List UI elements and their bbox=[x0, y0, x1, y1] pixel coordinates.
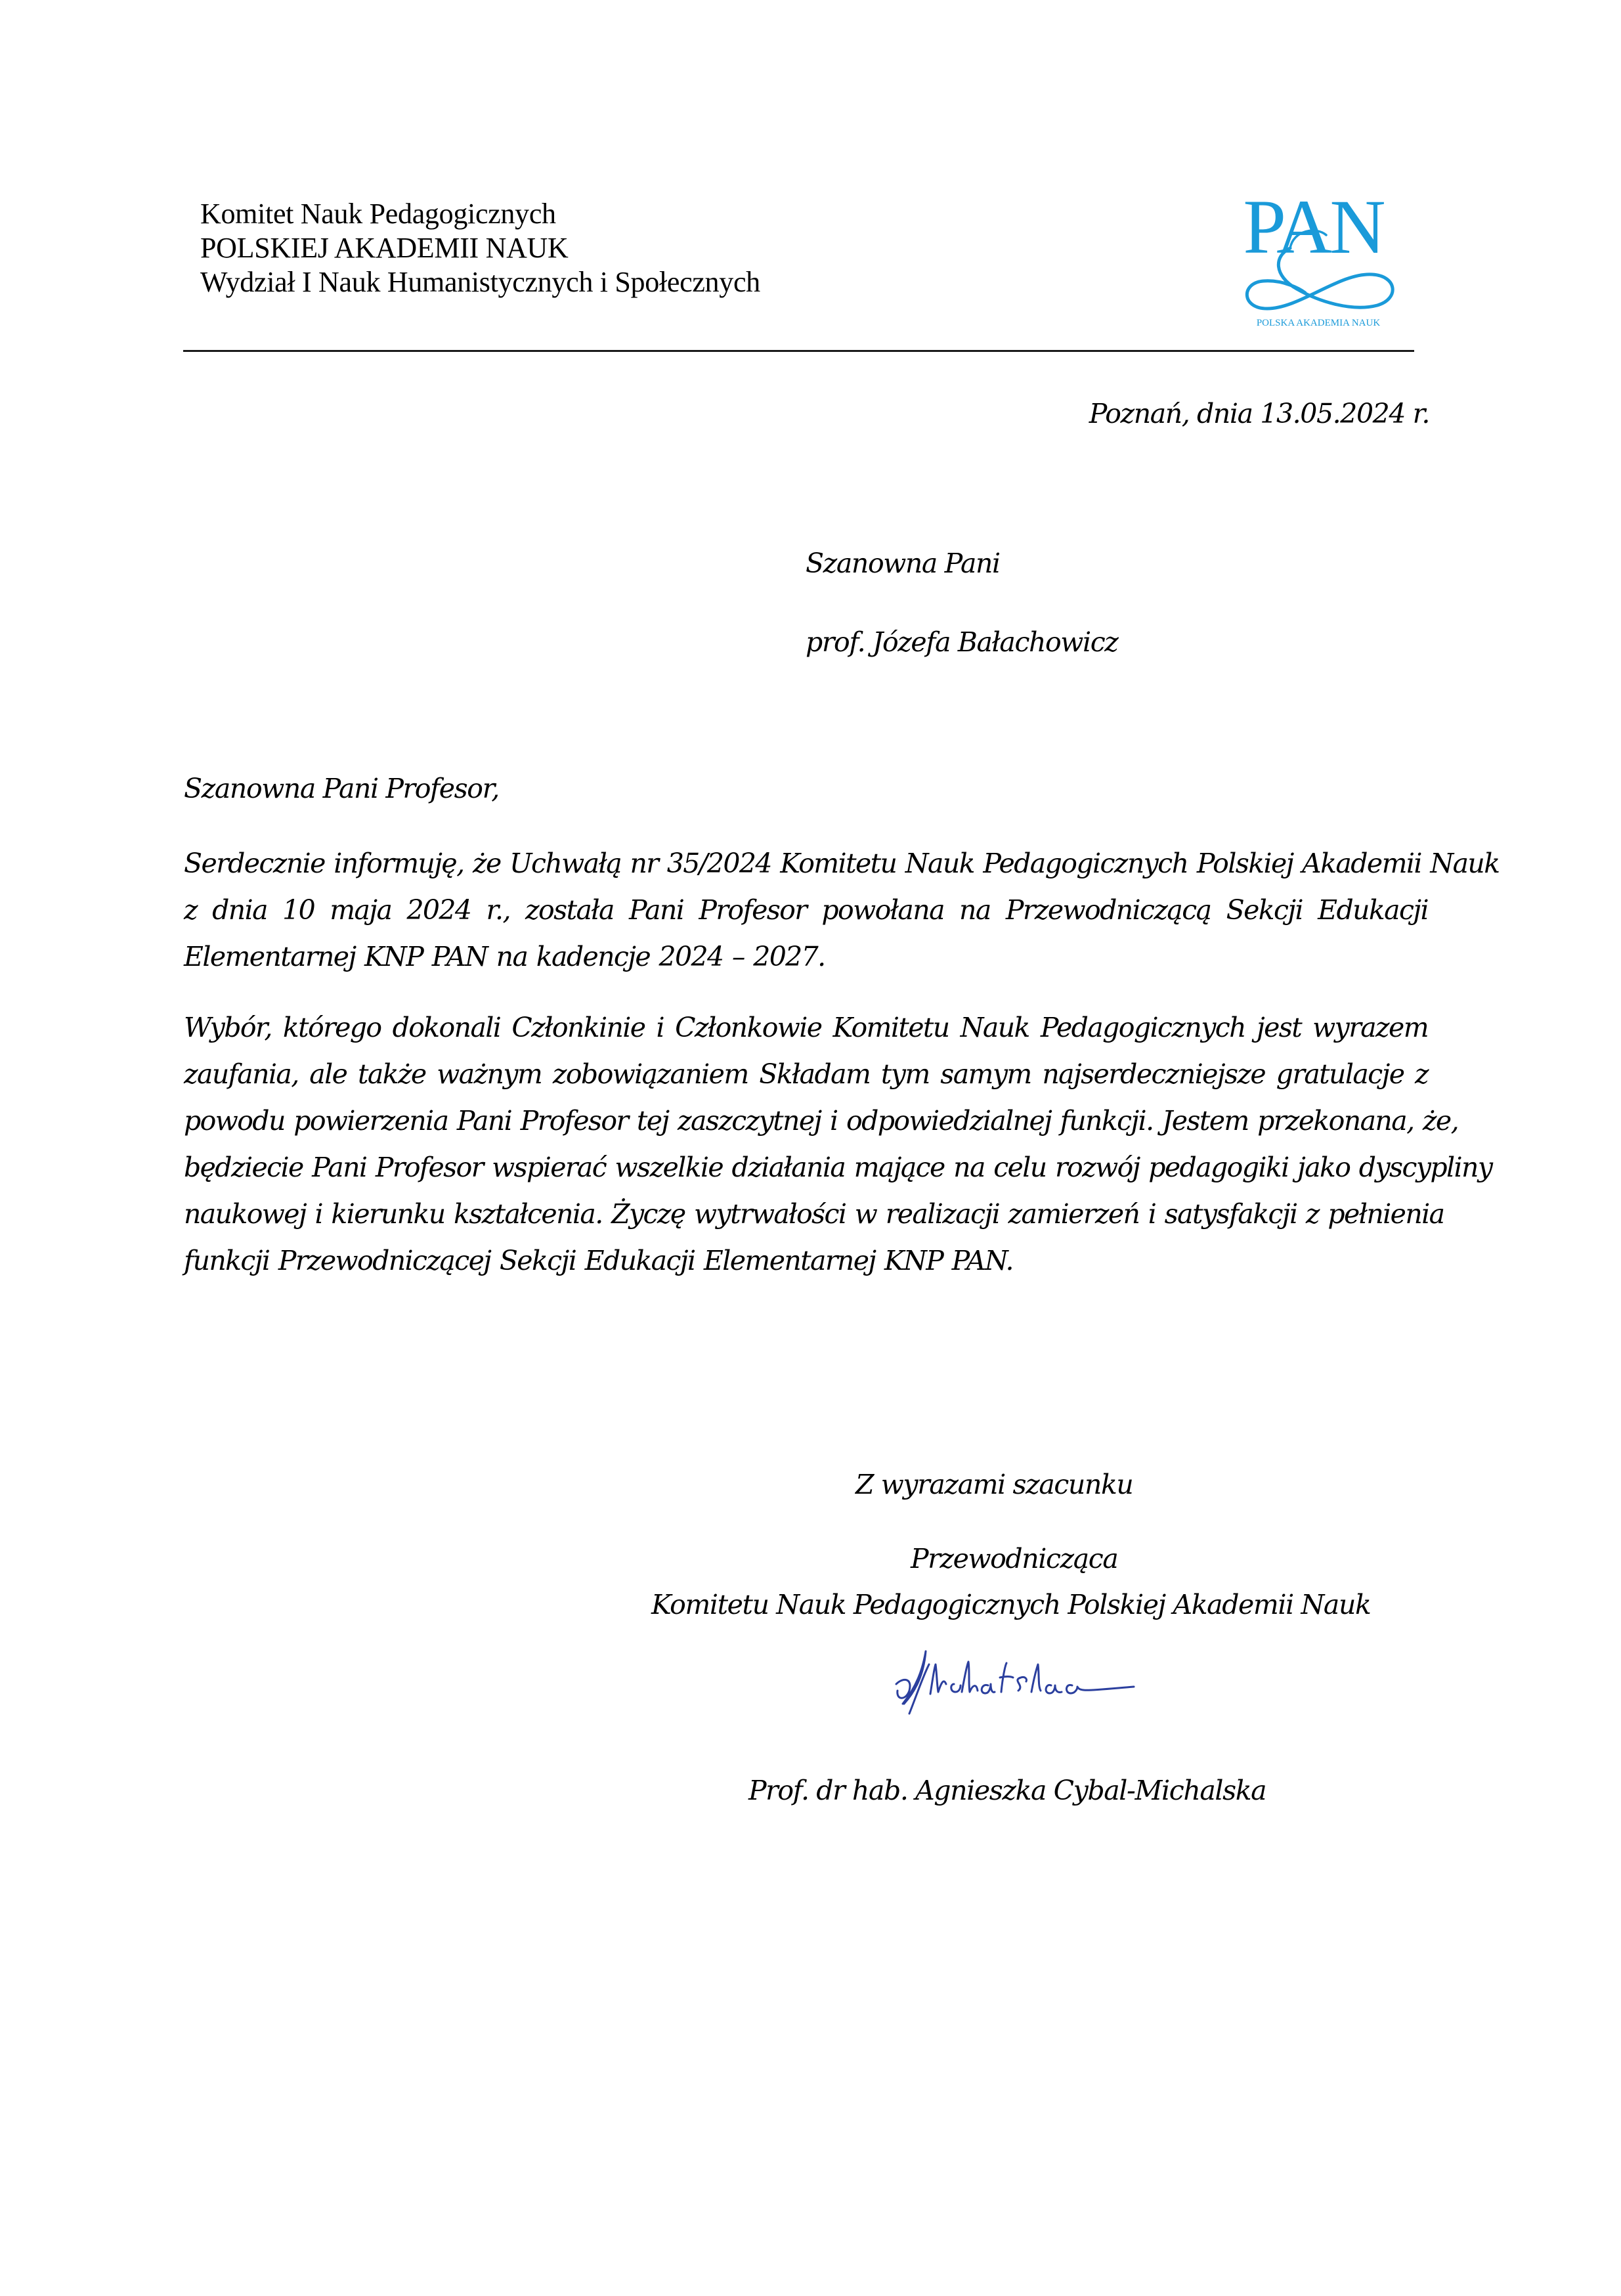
closing-regards: Z wyrazami szacunku bbox=[855, 1469, 1133, 1500]
signer-name: Prof. dr hab. Agnieszka Cybal-Michalska bbox=[748, 1775, 1266, 1806]
pan-logo-icon bbox=[1228, 184, 1398, 328]
recipient-greeting: Szanowna Pani bbox=[806, 548, 1000, 579]
salutation: Szanowna Pani Profesor, bbox=[184, 773, 499, 804]
paragraph-line: powodu powierzenia Pani Profesor tej zaszczytnej i odpowiedzialnej funkcji. Jestem przekonana, że, bbox=[184, 1105, 1459, 1137]
signer-organization: Komitetu Nauk Pedagogicznych Polskiej Akademii Nauk bbox=[651, 1589, 1371, 1620]
signature bbox=[890, 1638, 1139, 1717]
paragraph-line: Serdecznie informuję, że Uchwałą nr 35/2024 Komitetu Nauk Pedagogicznych Polskiej Akademii Nauk bbox=[184, 848, 1500, 879]
letterhead-line-division: Wydział I Nauk Humanistycznych i Społecznych bbox=[200, 266, 760, 298]
letterhead-line-academy: POLSKIEJ AKADEMII NAUK bbox=[200, 232, 569, 264]
pan-logo bbox=[1228, 184, 1398, 328]
paragraph-line: z dnia 10 maja 2024 r., została Pani Profesor powołana na Przewodniczącą Sekcji Edukacji bbox=[184, 894, 1428, 926]
paragraph-line: zaufania, ale także ważnym zobowiązaniem Składam tym samym najserdeczniejsze gratulacje z bbox=[184, 1058, 1428, 1090]
recipient-name: prof. Józefa Bałachowicz bbox=[806, 626, 1118, 658]
paragraph-line: Elementarnej KNP PAN na kadencje 2024 – 2027. bbox=[184, 941, 825, 972]
paragraph-line: będziecie Pani Profesor wspierać wszelkie działania mające na celu rozwój pedagogiki jako dyscypliny bbox=[184, 1152, 1492, 1183]
letterhead-divider bbox=[183, 350, 1414, 352]
paragraph-appointment bbox=[184, 840, 1500, 980]
paragraph-line: funkcji Przewodniczącej Sekcji Edukacji Elementarnej KNP PAN. bbox=[184, 1245, 1013, 1276]
paragraph-line: Wybór, którego dokonali Członkinie i Członkowie Komitetu Nauk Pedagogicznych jest wyrazem bbox=[184, 1012, 1428, 1043]
logo-subtitle: POLSKA AKADEMIA NAUK bbox=[1256, 318, 1381, 328]
signer-title: Przewodnicząca bbox=[911, 1543, 1118, 1574]
handwritten-signature-icon bbox=[890, 1638, 1139, 1717]
logo-wordmark: PAN bbox=[1243, 184, 1383, 270]
letterhead-line-committee: Komitet Nauk Pedagogicznych bbox=[200, 198, 556, 230]
letterhead bbox=[200, 197, 760, 299]
paragraph-congratulations bbox=[184, 1005, 1492, 1284]
paragraph-line: naukowej i kierunku kształcenia. Życzę wytrwałości w realizacji zamierzeń i satysfakcji z pełnienia bbox=[184, 1198, 1444, 1230]
date-line: Poznań, dnia 13.05.2024 r. bbox=[1089, 398, 1429, 429]
